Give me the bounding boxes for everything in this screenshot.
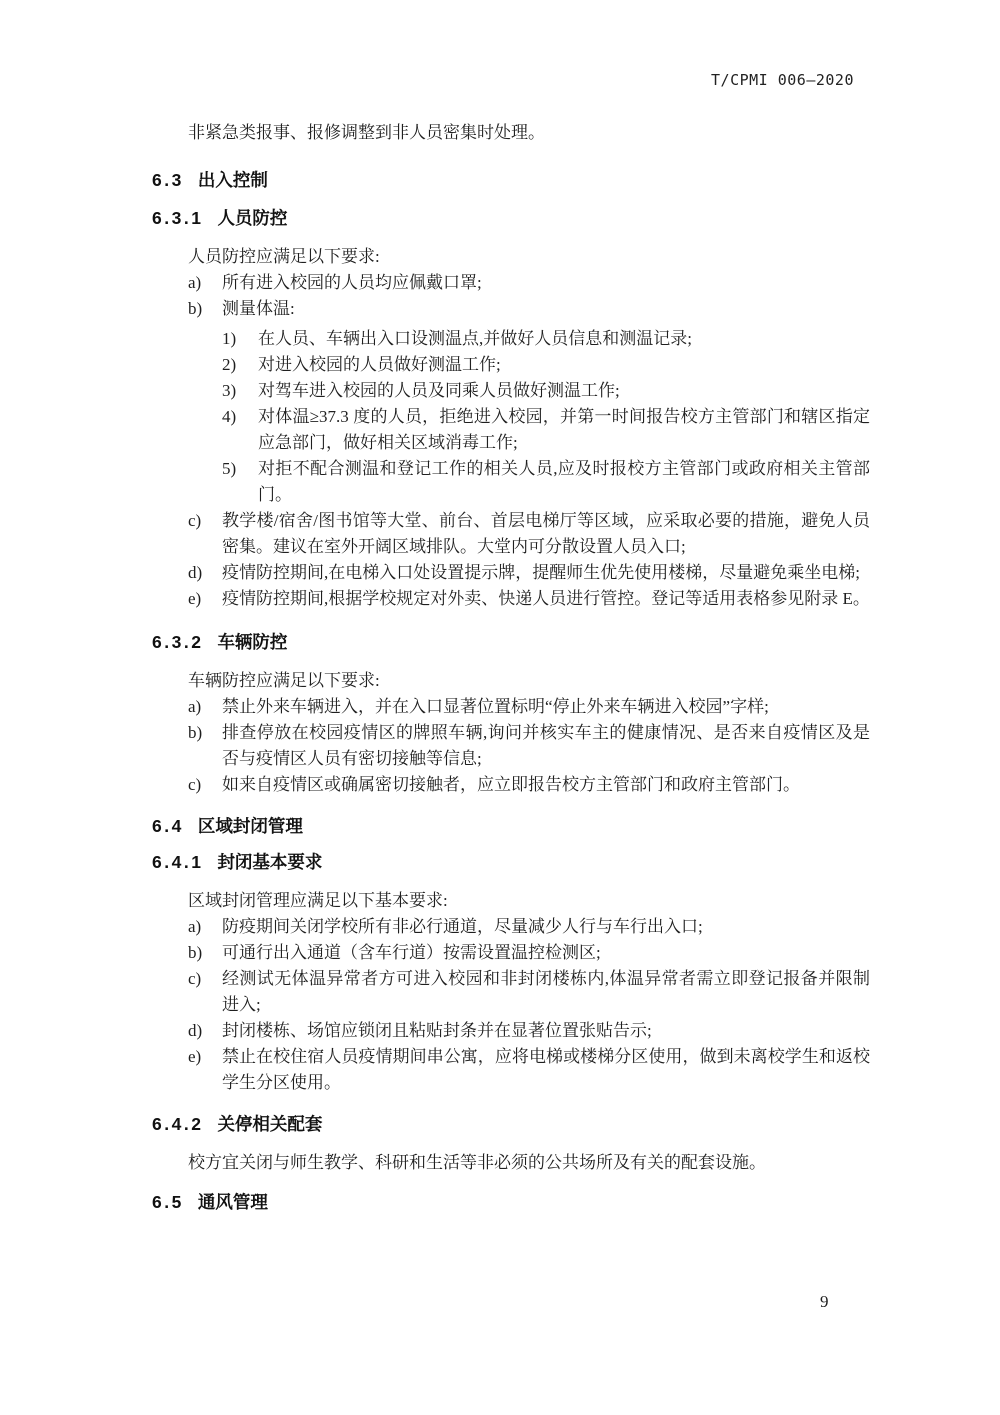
- section-title: 关停相关配套: [217, 1114, 323, 1134]
- list-item-text: 对进入校园的人员做好测温工作;: [258, 355, 501, 374]
- list-item-text: 禁止在校住宿人员疫情期间串公寓，应将电梯或楼梯分区使用，做到未离校学生和返校学生分区使用。: [222, 1047, 870, 1092]
- list-item-e: [152, 1044, 870, 1096]
- list-item-text: 在人员、车辆出入口设测温点,并做好人员信息和测温记录;: [258, 329, 692, 348]
- section-heading-6-3-1: [152, 206, 870, 230]
- section-title: 通风管理: [197, 1192, 268, 1212]
- list-item-label: c): [188, 775, 202, 794]
- list-item-label: a): [188, 273, 202, 292]
- list-item-label: d): [188, 1021, 203, 1040]
- list-item-label: 2): [222, 355, 237, 374]
- list-item-d: [152, 1018, 870, 1044]
- section-heading-6-4-2: [152, 1112, 870, 1136]
- list-item-text: 所有进入校园的人员均应佩戴口罩;: [222, 273, 482, 292]
- list-item-text: 排查停放在校园疫情区的牌照车辆,询问并核实车主的健康情况、是否来自疫情区及是否与疫情区人员有密切接触等信息;: [222, 723, 870, 768]
- list-item-text: 对驾车进入校园的人员及同乘人员做好测温工作;: [258, 381, 620, 400]
- intro-paragraph: 人员防控应满足以下要求:: [188, 247, 380, 266]
- body-paragraph: 校方宜关闭与师生教学、科研和生活等非必须的公共场所及有关的配套设施。: [188, 1153, 766, 1172]
- section-title: 人员防控: [217, 208, 288, 228]
- list-item-text: 疫情防控期间,根据学校规定对外卖、快递人员进行管控。登记等适用表格参见附录 E。: [222, 589, 870, 608]
- section-title: 区域封闭管理: [197, 816, 303, 836]
- list-item-label: e): [188, 1047, 202, 1066]
- list-item-text: 经测试无体温异常者方可进入校园和非封闭楼栋内,体温异常者需立即登记报备并限制进入;: [222, 969, 870, 1014]
- list-item-label: d): [188, 563, 203, 582]
- lead-paragraph: 非紧急类报事、报修调整到非人员密集时处理。: [188, 123, 545, 142]
- list-item-text: 疫情防控期间,在电梯入口处设置提示牌，提醒师生优先使用楼梯，尽量避免乘坐电梯;: [222, 563, 860, 582]
- list-item-text: 对拒不配合测温和登记工作的相关人员,应及时报校方主管部门或政府相关主管部门。: [258, 459, 870, 504]
- list-item-label: 5): [222, 459, 237, 478]
- section-heading-6-3-2: [152, 630, 870, 654]
- section-heading-6-4: [152, 814, 870, 838]
- list-item-label: b): [188, 299, 203, 318]
- list-item-a: [152, 694, 870, 720]
- list-item-text: 教学楼/宿舍/图书馆等大堂、前台、首层电梯厅等区域，应采取必要的措施，避免人员密集。建议在室外开阔区域排队。大堂内可分散设置人员入口;: [222, 511, 870, 556]
- list-item-b: [152, 940, 870, 966]
- intro-paragraph: 车辆防控应满足以下要求:: [188, 671, 380, 690]
- list-item-label: 1): [222, 329, 237, 348]
- sublist-item-4: [152, 404, 870, 456]
- list-item-text: 可通行出入通道（含车行道）按需设置温控检测区;: [222, 943, 601, 962]
- list-item-label: b): [188, 723, 203, 742]
- list-item-label: 4): [222, 407, 237, 426]
- page-number: 9: [820, 1292, 829, 1311]
- sublist-item-2: [152, 352, 870, 378]
- list-item-label: c): [188, 511, 202, 530]
- section-heading-6-5: [152, 1190, 870, 1214]
- page-content: [152, 0, 870, 1214]
- list-item-c: [152, 772, 870, 798]
- section-number: 6.3.2: [152, 632, 204, 652]
- section-title: 封闭基本要求: [217, 852, 323, 872]
- list-item-text: 对体温≥37.3 度的人员，拒绝进入校园，并第一时间报告校方主管部门和辖区指定应急部门，做好相关区域消毒工作;: [258, 407, 870, 452]
- section-number: 6.4.1: [152, 852, 204, 872]
- list-item-b: [152, 296, 870, 322]
- list-item-label: b): [188, 943, 203, 962]
- list-item-a: [152, 914, 870, 940]
- list-item-text: 测量体温:: [222, 299, 295, 318]
- list-item-d: [152, 560, 870, 586]
- section-number: 6.4.2: [152, 1114, 204, 1134]
- list-item-text: 如来自疫情区或确属密切接触者，应立即报告校方主管部门和政府主管部门。: [222, 775, 800, 794]
- doc-code-header: T/CPMI 006—2020: [711, 71, 854, 89]
- list-item-text: 封闭楼栋、场馆应锁闭且粘贴封条并在显著位置张贴告示;: [222, 1021, 652, 1040]
- sublist-item-5: [152, 456, 870, 508]
- sublist-item-3: [152, 378, 870, 404]
- list-item-label: a): [188, 697, 202, 716]
- list-item-text: 防疫期间关闭学校所有非必行通道，尽量减少人行与车行出入口;: [222, 917, 703, 936]
- list-item-e: [152, 586, 870, 612]
- list-item-b: [152, 720, 870, 772]
- list-item-c: [152, 508, 870, 560]
- list-item-label: a): [188, 917, 202, 936]
- list-item-a: [152, 270, 870, 296]
- list-item-text: 禁止外来车辆进入，并在入口显著位置标明“停止外来车辆进入校园”字样;: [222, 697, 769, 716]
- section-number: 6.4: [152, 816, 184, 836]
- section-title: 车辆防控: [217, 632, 288, 652]
- section-number: 6.3.1: [152, 208, 204, 228]
- list-item-label: c): [188, 969, 202, 988]
- list-item-c: [152, 966, 870, 1018]
- list-item-label: 3): [222, 381, 237, 400]
- sublist-item-1: [152, 326, 870, 352]
- list-item-label: e): [188, 589, 202, 608]
- section-number: 6.5: [152, 1192, 184, 1212]
- section-heading-6-3: [152, 168, 870, 192]
- section-heading-6-4-1: [152, 850, 870, 874]
- section-title: 出入控制: [197, 170, 268, 190]
- section-number: 6.3: [152, 170, 184, 190]
- intro-paragraph: 区域封闭管理应满足以下基本要求:: [188, 891, 448, 910]
